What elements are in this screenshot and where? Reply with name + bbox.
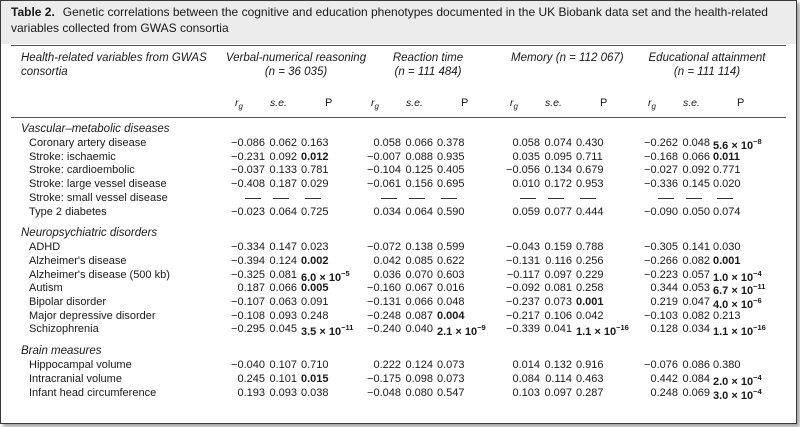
- cell-p: 0.213: [713, 309, 741, 322]
- cell-p: 0.030: [713, 241, 741, 254]
- cell-p: 0.248: [301, 309, 329, 322]
- cell-p: 0.011: [713, 150, 740, 163]
- cell-p: 0.004: [437, 309, 465, 322]
- cell-se: 0.101: [269, 372, 297, 385]
- cell-rg: −0.104: [367, 164, 401, 177]
- cell-se: 0.048: [682, 137, 710, 149]
- table-row: [1, 359, 791, 373]
- subheader-rg: $r_g$: [648, 97, 656, 112]
- cell-rg: 0.058: [373, 137, 401, 149]
- cell-p: 0.023: [301, 241, 329, 254]
- top-rule: [11, 45, 786, 46]
- empty-cell-dash: [686, 198, 702, 199]
- cell-p: $2.1 \times 10^{-9}$: [437, 323, 486, 339]
- row-label: Stroke: cardioembolic: [29, 164, 135, 177]
- cell-p: 0.001: [576, 296, 604, 308]
- cell-rg: 0.058: [512, 137, 540, 149]
- table-row: [1, 296, 791, 310]
- cell-rg: −0.248: [367, 309, 401, 322]
- row-label: Hippocampal volume: [29, 359, 132, 372]
- cell-se: 0.092: [682, 164, 710, 177]
- cell-p: 0.679: [576, 164, 604, 177]
- cell-p: 0.015: [301, 372, 329, 385]
- empty-cell-dash: [305, 198, 321, 199]
- cell-rg: −0.339: [506, 323, 540, 336]
- cell-p: 0.725: [301, 205, 329, 218]
- cell-rg: −0.217: [506, 309, 540, 322]
- cell-rg: −0.305: [644, 241, 678, 254]
- first-column-header: Health-related variables from GWAS consortia: [21, 52, 207, 78]
- cell-se: 0.082: [682, 309, 710, 322]
- cell-p: 0.781: [301, 164, 329, 177]
- cell-p: 0.380: [713, 359, 741, 372]
- cell-se: 0.070: [405, 268, 433, 281]
- table-row: [1, 282, 791, 296]
- table-row: [1, 151, 791, 165]
- table-row: [1, 178, 791, 192]
- cell-rg: −0.131: [506, 254, 540, 267]
- group-header-verbal: Verbal-numerical reasoning (n = 36 035): [225, 52, 367, 78]
- cell-se: 0.077: [544, 205, 572, 218]
- cell-rg: −0.086: [231, 137, 265, 149]
- cell-se: 0.064: [269, 205, 297, 218]
- cell-se: 0.086: [682, 359, 710, 372]
- cell-p: 0.622: [437, 254, 465, 267]
- cell-p: 0.020: [713, 178, 741, 191]
- row-label: Infant head circumference: [29, 386, 157, 399]
- empty-cell-dash: [409, 198, 425, 199]
- row-label: Type 2 diabetes: [29, 205, 107, 218]
- cell-se: 0.159: [544, 241, 572, 254]
- table-row: [1, 310, 791, 324]
- cell-se: 0.097: [544, 386, 572, 399]
- empty-cell-dash: [273, 198, 289, 199]
- cell-se: 0.050: [682, 205, 710, 218]
- cell-se: 0.066: [405, 296, 433, 308]
- table-caption: [11, 4, 791, 36]
- cell-rg: 0.035: [512, 150, 540, 163]
- subheader-rg: $r_g$: [235, 97, 243, 112]
- cell-p: 0.258: [576, 282, 604, 295]
- cell-p: $3.0 \times 10^{-4}$: [713, 386, 762, 402]
- cell-p: 0.547: [437, 386, 465, 399]
- cell-rg: −0.092: [506, 282, 540, 295]
- cell-se: 0.116: [545, 254, 572, 267]
- cell-se: 0.081: [269, 268, 297, 281]
- cell-rg: −0.090: [644, 205, 678, 218]
- subheader-rg: $r_g$: [371, 97, 379, 112]
- cell-rg: −0.061: [367, 178, 401, 191]
- cell-p: 0.073: [437, 359, 465, 372]
- cell-se: 0.073: [544, 296, 572, 308]
- empty-cell-dash: [658, 198, 674, 199]
- cell-p: 0.916: [576, 359, 604, 372]
- empty-cell-dash: [441, 198, 457, 199]
- cell-p: 0.029: [301, 178, 329, 191]
- empty-cell-dash: [381, 198, 397, 199]
- empty-cell-dash: [717, 198, 733, 199]
- cell-se: 0.064: [405, 205, 433, 218]
- table-row: [1, 164, 791, 178]
- cell-rg: 0.036: [373, 268, 401, 281]
- cell-p: $1.0 \times 10^{-4}$: [713, 268, 762, 284]
- cell-rg: 0.128: [650, 323, 678, 336]
- cell-se: 0.067: [405, 282, 433, 295]
- cell-se: 0.088: [405, 150, 433, 163]
- cell-rg: 0.442: [650, 372, 678, 385]
- table-row: [1, 373, 791, 387]
- cell-se: 0.107: [269, 359, 297, 372]
- cell-rg: 0.084: [512, 372, 540, 385]
- row-label: Schizophrenia: [29, 323, 99, 336]
- cell-rg: 0.059: [512, 205, 540, 218]
- cell-se: 0.057: [682, 268, 710, 281]
- cell-p: 0.771: [713, 164, 741, 177]
- cell-p: 0.590: [437, 205, 465, 218]
- cell-se: 0.124: [269, 254, 297, 267]
- group-header-reaction: Reaction time (n = 111 484): [392, 52, 464, 78]
- cell-rg: −0.103: [644, 309, 678, 322]
- table-row: [1, 241, 791, 255]
- cell-p: 0.073: [437, 372, 465, 385]
- cell-rg: −0.394: [231, 254, 265, 267]
- cell-rg: −0.266: [644, 254, 678, 267]
- cell-se: 0.084: [682, 372, 710, 385]
- cell-rg: 0.245: [237, 372, 265, 385]
- section-title: Brain measures: [21, 345, 102, 358]
- cell-se: 0.145: [682, 178, 710, 191]
- caption-text: Genetic correlations between the cognitive and education phenotypes documented in the UK Biobank data set and the health-related variables collected from GWAS consortia: [11, 5, 768, 35]
- cell-se: 0.141: [682, 241, 710, 254]
- cell-rg: −0.023: [231, 205, 265, 218]
- cell-p: 0.287: [576, 386, 604, 399]
- cell-se: 0.040: [405, 323, 433, 336]
- cell-rg: −0.043: [506, 241, 540, 254]
- cell-se: 0.066: [405, 137, 433, 149]
- cell-p: 0.256: [576, 254, 604, 267]
- cell-p: 0.012: [301, 150, 329, 163]
- cell-rg: 0.034: [373, 205, 401, 218]
- cell-rg: −0.037: [231, 164, 265, 177]
- subheader-se: s.e.: [683, 97, 700, 109]
- cell-rg: −0.325: [231, 268, 265, 281]
- cell-rg: −0.334: [231, 241, 265, 254]
- cell-p: 0.229: [576, 268, 604, 281]
- cell-p: $3.5 \times 10^{-11}$: [301, 323, 354, 339]
- cell-p: 0.953: [576, 178, 604, 191]
- cell-rg: −0.160: [367, 282, 401, 295]
- cell-se: 0.092: [269, 150, 297, 163]
- cell-p: 0.002: [301, 254, 329, 267]
- cell-p: 0.091: [301, 296, 329, 308]
- cell-rg: −0.007: [367, 150, 401, 163]
- group-header-memory: Memory (n = 112 067): [511, 52, 624, 64]
- cell-se: 0.093: [269, 386, 297, 399]
- cell-p: $2.0 \times 10^{-4}$: [713, 372, 762, 388]
- table-row: [1, 137, 791, 151]
- cell-rg: −0.408: [231, 178, 265, 191]
- cell-se: 0.047: [682, 296, 710, 308]
- cell-se: 0.081: [544, 282, 572, 295]
- cell-se: 0.147: [269, 241, 297, 254]
- empty-cell-dash: [245, 198, 261, 199]
- subheader-se: s.e.: [406, 97, 423, 109]
- cell-se: 0.087: [405, 309, 433, 322]
- caption-label: Table 2.: [11, 5, 55, 19]
- cell-rg: −0.108: [231, 309, 265, 322]
- cell-p: 0.378: [437, 137, 465, 149]
- cell-rg: 0.219: [650, 296, 678, 308]
- cell-se: 0.133: [269, 164, 297, 177]
- cell-p: 0.016: [437, 282, 465, 295]
- cell-se: 0.132: [544, 359, 572, 372]
- row-label: Coronary artery disease: [29, 137, 147, 149]
- header-rule: [11, 117, 786, 118]
- cell-se: 0.095: [544, 150, 572, 163]
- cell-rg: 0.193: [237, 386, 265, 399]
- cell-rg: −0.040: [231, 359, 265, 372]
- cell-rg: −0.107: [231, 296, 265, 308]
- row-label: Stroke: ischaemic: [29, 150, 116, 163]
- cell-se: 0.093: [269, 309, 297, 322]
- cell-se: 0.134: [544, 164, 572, 177]
- cell-rg: −0.048: [367, 386, 401, 399]
- cell-se: 0.062: [269, 137, 297, 149]
- cell-p: 0.463: [576, 372, 604, 385]
- cell-p: 0.163: [301, 137, 329, 149]
- row-label: ADHD: [29, 241, 61, 254]
- cell-rg: −0.072: [367, 241, 401, 254]
- cell-p: 0.603: [437, 268, 465, 281]
- cell-p: 0.711: [576, 150, 603, 163]
- subheader-p: P: [325, 97, 333, 109]
- row-label: Alzheimer's disease (500 kb): [29, 268, 170, 281]
- cell-rg: −0.295: [231, 323, 265, 336]
- row-label: Bipolar disorder: [29, 296, 107, 308]
- cell-p: 0.935: [437, 150, 465, 163]
- cell-p: 0.005: [301, 282, 329, 295]
- cell-se: 0.138: [405, 241, 433, 254]
- cell-p: $5.6 \times 10^{-8}$: [713, 137, 762, 152]
- cell-se: 0.156: [405, 178, 433, 191]
- cell-rg: −0.223: [644, 268, 678, 281]
- cell-se: 0.114: [545, 372, 572, 385]
- table-row: [1, 323, 791, 337]
- row-label: Stroke: large vessel disease: [29, 178, 167, 191]
- cell-p: $1.1 \times 10^{-16}$: [713, 323, 766, 339]
- cell-p: 0.710: [301, 359, 329, 372]
- cell-rg: 0.344: [650, 282, 678, 295]
- cell-rg: −0.117: [506, 268, 540, 281]
- cell-p: 0.695: [437, 178, 465, 191]
- cell-rg: −0.231: [231, 150, 265, 163]
- cell-p: 0.430: [576, 137, 604, 149]
- cell-rg: 0.248: [650, 386, 678, 399]
- cell-se: 0.125: [405, 164, 433, 177]
- cell-rg: −0.336: [644, 178, 678, 191]
- cell-p: 0.038: [301, 386, 329, 399]
- row-label: Major depressive disorder: [29, 309, 156, 322]
- cell-rg: 0.042: [373, 254, 401, 267]
- section-title: Vascular–metabolic diseases: [21, 123, 170, 135]
- cell-se: 0.053: [682, 282, 710, 295]
- cell-se: 0.034: [682, 323, 710, 336]
- row-label: Alzheimer's disease: [29, 254, 127, 267]
- subheader-p: P: [461, 97, 469, 109]
- table-row: [1, 255, 791, 269]
- table-row: [1, 387, 791, 401]
- cell-p: 0.074: [713, 205, 741, 218]
- cell-rg: 0.010: [512, 178, 540, 191]
- table-row: [1, 206, 791, 220]
- cell-rg: 0.014: [512, 359, 540, 372]
- cell-rg: 0.103: [512, 386, 540, 399]
- cell-rg: −0.237: [506, 296, 540, 308]
- cell-p: $1.1 \times 10^{-16}$: [576, 323, 629, 339]
- cell-p: 0.444: [576, 205, 604, 218]
- cell-rg: 0.187: [237, 282, 265, 295]
- empty-cell-dash: [520, 198, 536, 199]
- group-header-education: Educational attainment (n = 111 114): [648, 52, 766, 78]
- cell-se: 0.085: [405, 254, 433, 267]
- cell-rg: −0.027: [644, 164, 678, 177]
- subheader-se: s.e.: [545, 97, 562, 109]
- cell-p: 0.788: [576, 241, 604, 254]
- cell-se: 0.066: [269, 282, 297, 295]
- empty-cell-dash: [548, 198, 564, 199]
- table-row: [1, 192, 791, 206]
- subheader-p: P: [600, 97, 608, 109]
- cell-rg: −0.240: [367, 323, 401, 336]
- cell-se: 0.074: [544, 137, 572, 149]
- subheader-se: s.e.: [270, 97, 287, 109]
- cell-rg: −0.168: [644, 150, 678, 163]
- cell-p: 0.048: [437, 296, 465, 308]
- subheader-p: P: [737, 97, 745, 109]
- cell-se: 0.172: [544, 178, 572, 191]
- cell-rg: −0.131: [367, 296, 401, 308]
- cell-rg: −0.175: [367, 372, 401, 385]
- subheader-rg: $r_g$: [510, 97, 518, 112]
- cell-p: 0.405: [437, 164, 465, 177]
- cell-rg: 0.222: [373, 359, 401, 372]
- cell-se: 0.106: [544, 309, 572, 322]
- table-row: [1, 269, 791, 283]
- cell-p: $6.0 \times 10^{-5}$: [301, 268, 350, 284]
- cell-se: 0.124: [405, 359, 433, 372]
- row-label: Intracranial volume: [29, 372, 122, 385]
- cell-p: $6.7 \times 10^{-11}$: [713, 282, 766, 298]
- cell-rg: −0.262: [644, 137, 678, 149]
- cell-rg: −0.056: [506, 164, 540, 177]
- cell-se: 0.080: [405, 386, 433, 399]
- row-label: Stroke: small vessel disease: [29, 191, 168, 204]
- cell-p: 0.042: [576, 309, 604, 322]
- cell-rg: −0.076: [644, 359, 678, 372]
- cell-se: 0.063: [269, 296, 297, 308]
- cell-se: 0.082: [682, 254, 710, 267]
- cell-p: $4.0 \times 10^{-6}$: [713, 296, 762, 311]
- cell-p: 0.599: [437, 241, 465, 254]
- cell-se: 0.066: [682, 150, 710, 163]
- row-label: Autism: [29, 282, 63, 295]
- section-title: Neuropsychiatric disorders: [21, 227, 158, 240]
- cell-se: 0.097: [544, 268, 572, 281]
- cell-p: 0.001: [713, 254, 741, 267]
- cell-se: 0.187: [269, 178, 297, 191]
- empty-cell-dash: [580, 198, 596, 199]
- cell-se: 0.069: [682, 386, 710, 399]
- cell-se: 0.041: [544, 323, 572, 336]
- cell-se: 0.098: [405, 372, 433, 385]
- cell-se: 0.045: [269, 323, 297, 336]
